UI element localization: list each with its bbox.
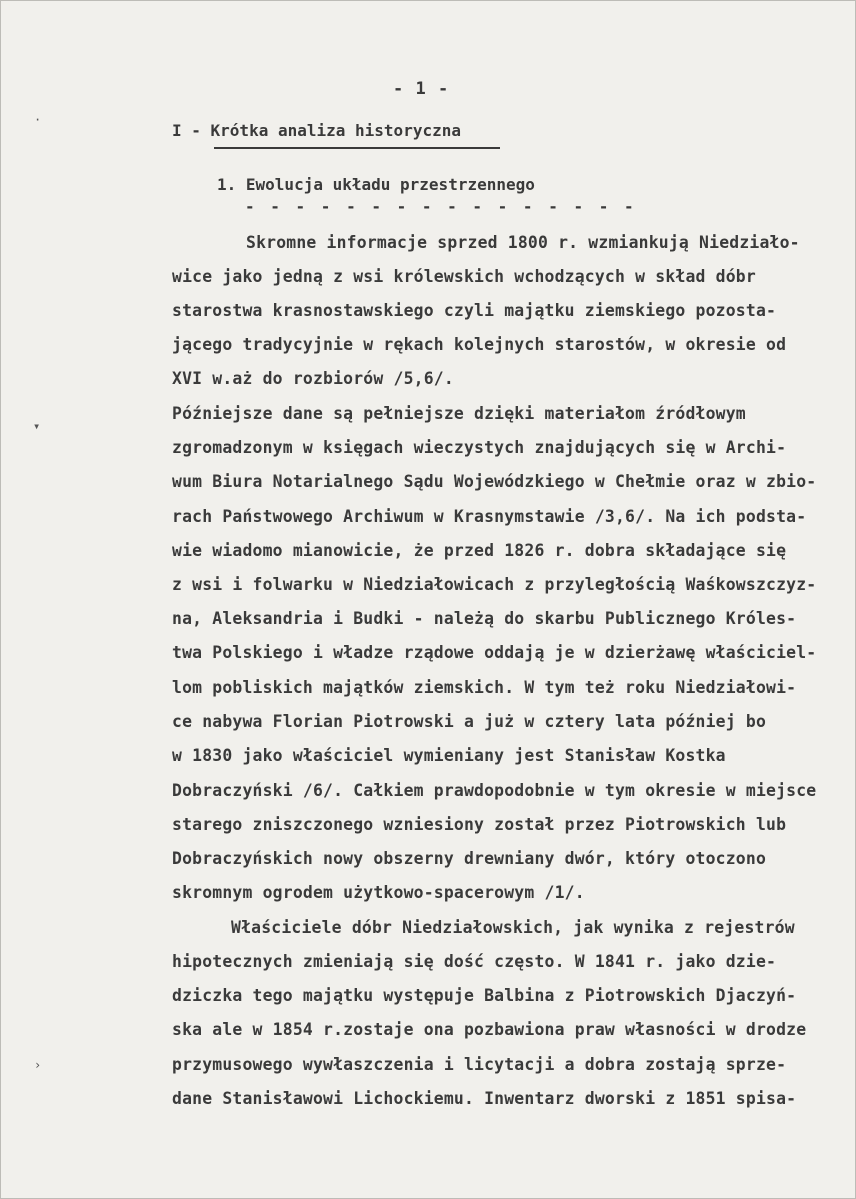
margin-mark: ›	[34, 1058, 42, 1072]
text-line: wice jako jedną z wsi królewskich wchodzących w skład dóbr	[172, 267, 756, 286]
text-line: ce nabywa Florian Piotrowski a już w cztery lata później bo	[172, 712, 767, 731]
text-line: XVI w.aż do rozbiorów /5,6/.	[172, 369, 454, 388]
text-line: Skromne informacje sprzed 1800 r. wzmiankują Niedziało-	[246, 233, 800, 252]
margin-mark: ▾	[33, 419, 41, 433]
text-line: jącego tradycyjnie w rękach kolejnych starostów, w okresie od	[172, 335, 787, 354]
text-line: starego zniszczonego wzniesiony został przez Piotrowskich lub	[172, 815, 787, 834]
text-line: hipotecznych zmieniają się dość często. W 1841 r. jako dzie-	[172, 952, 777, 971]
text-line: Właściciele dóbr Niedziałowskich, jak wynika z rejestrów	[231, 918, 795, 937]
text-line: Dobraczyński /6/. Całkiem prawdopodobnie w tym okresie w miejsce	[172, 781, 817, 800]
text-line: lom pobliskich majątków ziemskich. W tym też roku Niedziałowi-	[172, 678, 797, 697]
text-line: ska ale w 1854 r.zostaje ona pozbawiona praw własności w drodze	[172, 1020, 807, 1039]
text-line: zgromadzonym w księgach wieczystych znajdujących się w Archi-	[172, 438, 787, 457]
page-number: - 1 -	[393, 79, 450, 99]
text-line: Dobraczyńskich nowy obszerny drewniany dwór, który otoczono	[172, 849, 767, 868]
text-line: przymusowego wywłaszczenia i licytacji a dobra zostają sprze-	[172, 1055, 787, 1074]
text-line: skromnym ogrodem użytkowo-spacerowym /1/.	[172, 883, 585, 902]
margin-mark: ·	[34, 113, 42, 127]
subsection-heading: 1. Ewolucja układu przestrzennego	[217, 175, 535, 194]
text-line: Późniejsze dane są pełniejsze dzięki materiałom źródłowym	[172, 404, 746, 423]
text-line: w 1830 jako właściciel wymieniany jest Stanisław Kostka	[172, 746, 726, 765]
text-line: wie wiadomo mianowicie, że przed 1826 r. dobra składające się	[172, 541, 787, 560]
text-line: starostwa krasnostawskiego czyli majątku ziemskiego pozosta-	[172, 301, 777, 320]
text-line: z wsi i folwarku w Niedziałowicach z przyległością Waśkowszczyz-	[172, 575, 817, 594]
text-line: dziczka tego majątku występuje Balbina z Piotrowskich Djaczyń-	[172, 986, 797, 1005]
subsection-dash-underline: - - - - - - - - - - - - - - - -	[245, 197, 637, 216]
heading-underline	[214, 147, 500, 149]
text-line: twa Polskiego i władze rządowe oddają je w dzierżawę właściciel-	[172, 643, 817, 662]
text-line: rach Państwowego Archiwum w Krasnymstawie /3,6/. Na ich podsta-	[172, 507, 807, 526]
text-line: wum Biura Notarialnego Sądu Wojewódzkiego w Chełmie oraz w zbio-	[172, 472, 817, 491]
text-line: na, Aleksandria i Budki - należą do skarbu Publicznego Króles-	[172, 609, 797, 628]
section-heading: I - Krótka analiza historyczna	[172, 121, 461, 140]
text-line: dane Stanisławowi Lichockiemu. Inwentarz dworski z 1851 spisa-	[172, 1089, 797, 1108]
